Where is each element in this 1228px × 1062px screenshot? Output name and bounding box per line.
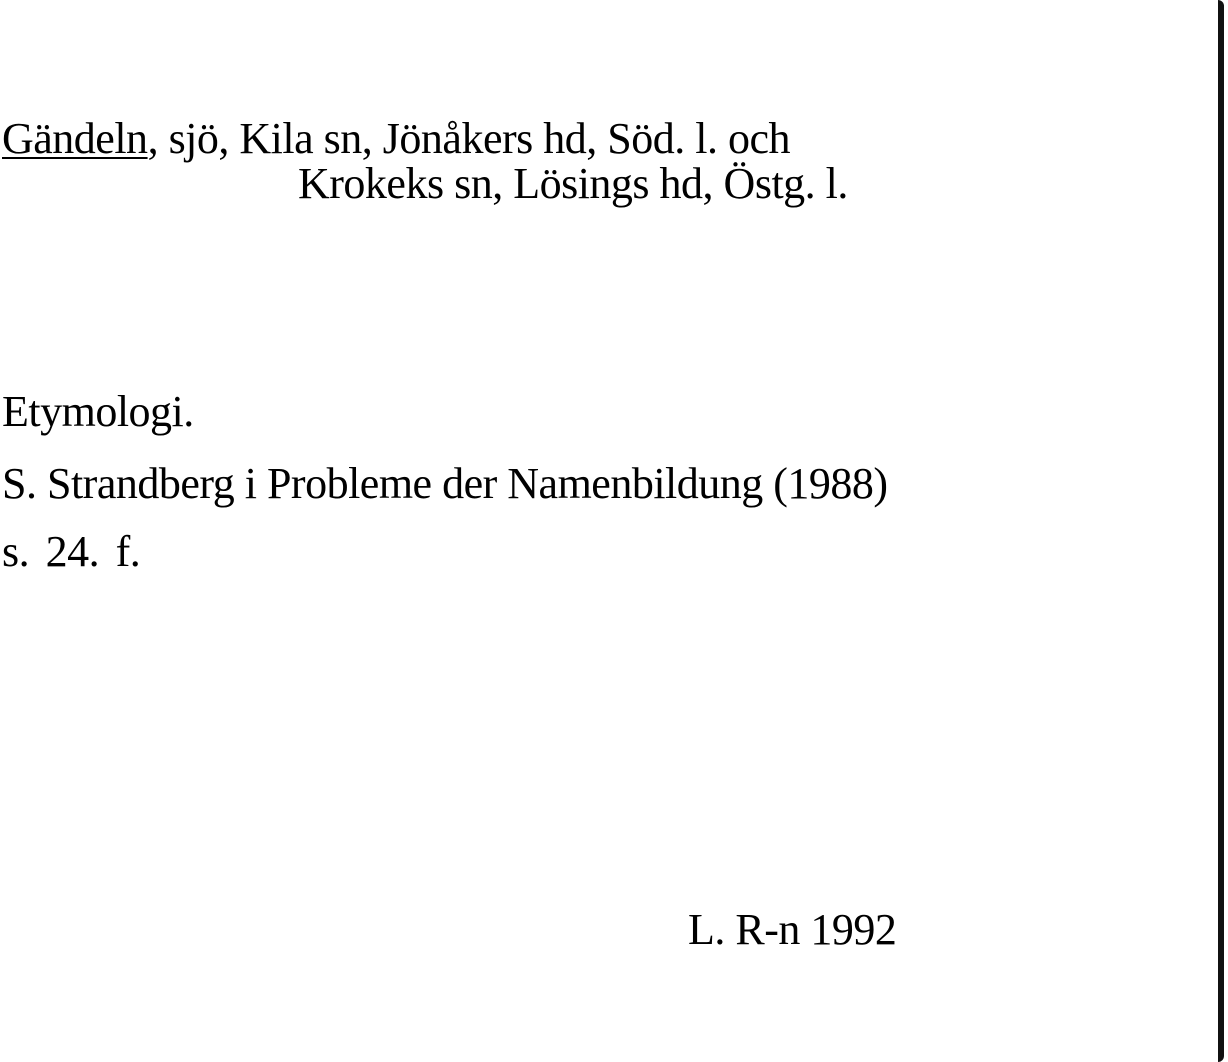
entry-line-1 <box>2 114 790 163</box>
location-line-2: Krokeks sn, Lösings hd, Östg. l. <box>298 159 848 208</box>
etymology-heading: Etymologi. <box>2 387 194 436</box>
signature: L. R-n 1992 <box>688 905 897 954</box>
reference-line-2: s. 24. f. <box>2 527 141 576</box>
reference-line-1: S. Strandberg i Probleme der Namenbildung (1988) <box>2 459 888 508</box>
card-right-edge <box>1218 0 1224 1062</box>
location-line-1: , sjö, Kila sn, Jönåkers hd, Söd. l. och <box>147 114 790 163</box>
headword: Gändeln <box>2 114 148 163</box>
